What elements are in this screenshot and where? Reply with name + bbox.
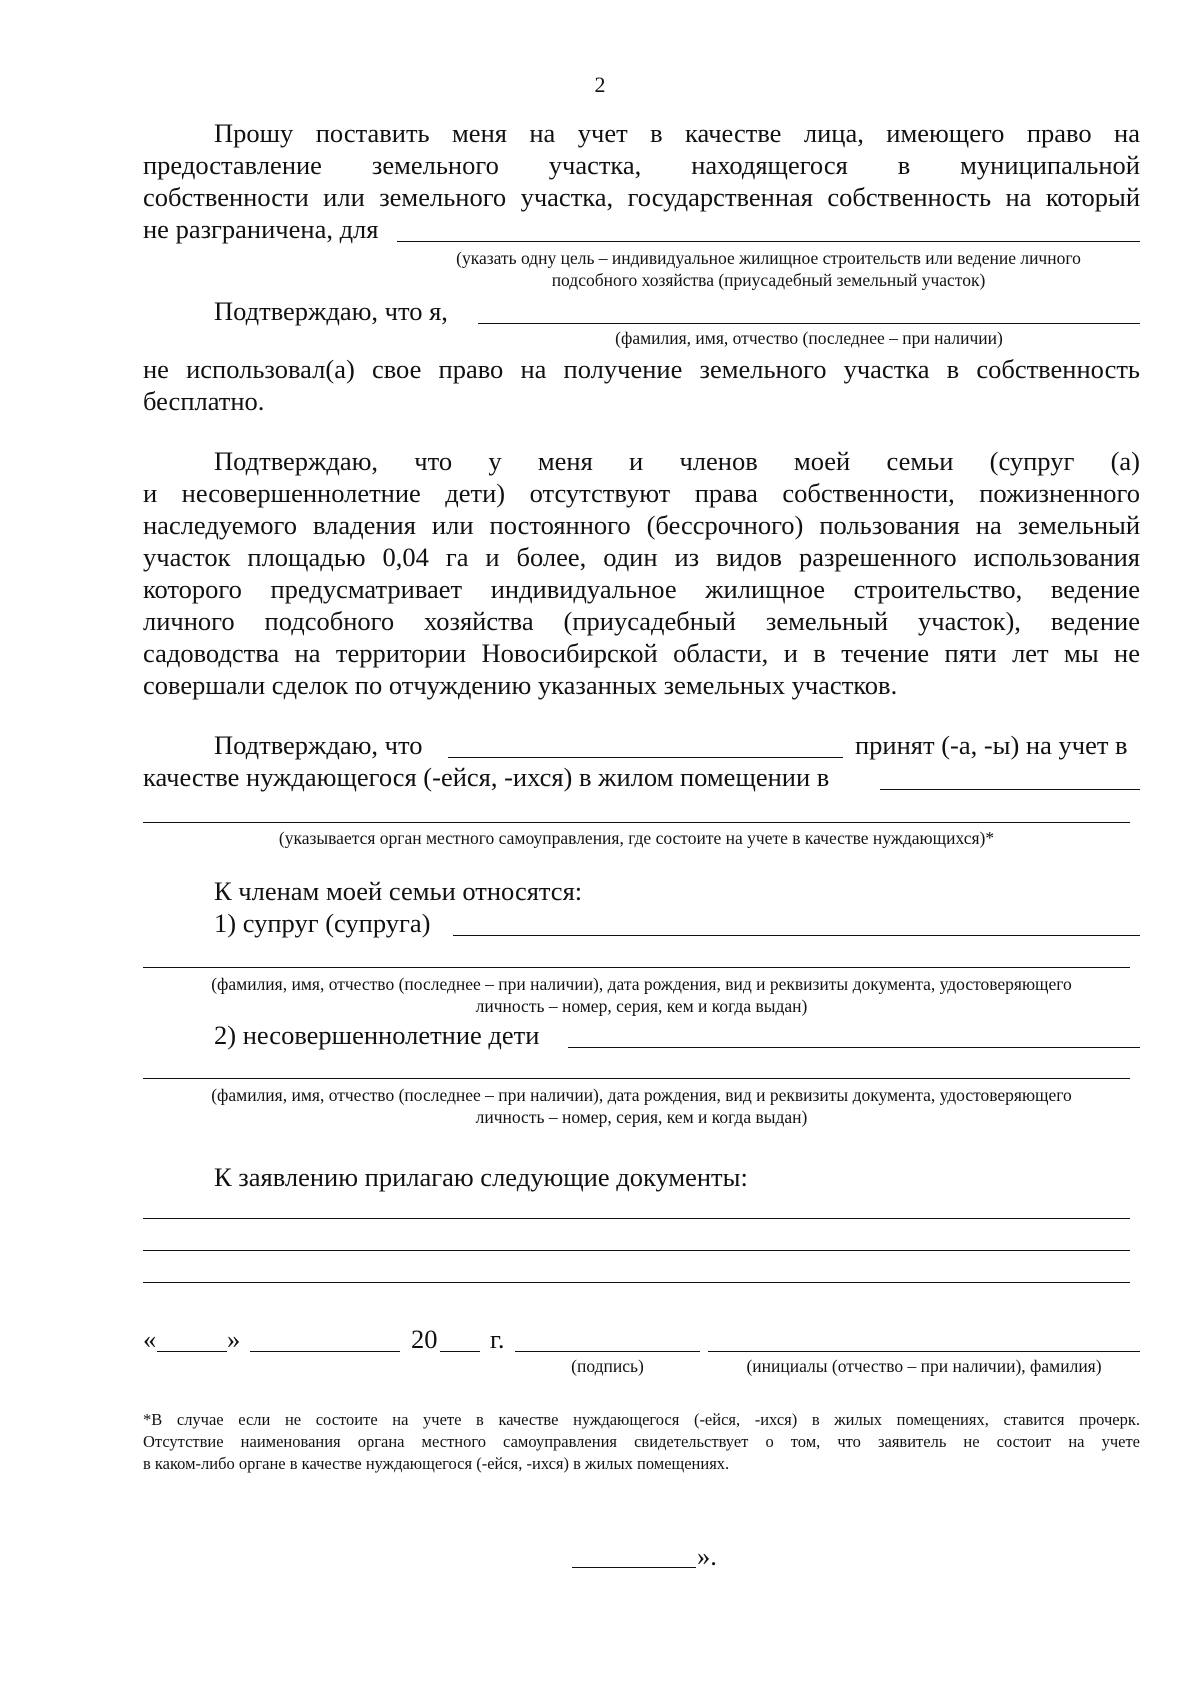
para2-lead: Подтверждаю, что я, xyxy=(214,296,448,326)
initials-field[interactable] xyxy=(708,1351,1140,1352)
authority-field[interactable] xyxy=(880,789,1140,790)
para3-line8: совершали сделок по отчуждению указанных земельных участков. xyxy=(143,670,898,700)
para3-line3: наследуемого владения или постоянного (бессрочного) пользования на земельный xyxy=(143,510,1140,540)
date-quote-open: « xyxy=(143,1324,157,1354)
spouse-hint-line1: (фамилия, имя, отчество (последнее – при наличии), дата рождения, вид и реквизиты документа, удостоверяющего xyxy=(211,974,1072,994)
date-month-field[interactable] xyxy=(250,1351,400,1352)
para3-line4: участок площадью 0,04 га и более, один из видов разрешенного использования xyxy=(143,542,1140,572)
para4-lead: Подтверждаю, что xyxy=(214,730,423,760)
authority-field-continued[interactable] xyxy=(143,822,1130,823)
para4-tail: принят (-а, -ы) на учет в xyxy=(855,730,1128,760)
para2-line3: бесплатно. xyxy=(143,386,265,416)
para3-line7: садоводства на территории Новосибирской области, и в течение пяти лет мы не xyxy=(143,638,1140,668)
para3-line2: и несовершеннолетние дети) отсутствуют права собственности, пожизненного xyxy=(143,478,1140,508)
children-field[interactable] xyxy=(568,1047,1140,1048)
date-year-prefix: 20 xyxy=(411,1324,438,1354)
purpose-hint-line1: (указать одну цель – индивидуальное жилищное строительств или ведение личного xyxy=(456,248,1081,268)
purpose-hint-line2: подсобного хозяйства (приусадебный земельный участок) xyxy=(551,270,986,290)
spouse-field-continued[interactable] xyxy=(143,967,1130,968)
para1-line1: Прошу поставить меня на учет в качестве лица, имеющего право на xyxy=(214,118,1140,148)
para3-line6: личного подсобного хозяйства (приусадебный земельный участок), ведение xyxy=(143,606,1140,636)
fullname-field[interactable] xyxy=(478,323,1140,324)
purpose-field[interactable] xyxy=(397,241,1140,242)
initials-hint: (инициалы (отчество – при наличии), фамилия) xyxy=(746,1356,1102,1376)
para4-line2: качестве нуждающегося (-ейся, -ихся) в жилом помещении в xyxy=(143,762,830,792)
para2-line2: не использовал(а) свое право на получение земельного участка в собственность xyxy=(143,354,1140,384)
date-day-field[interactable] xyxy=(157,1351,227,1352)
children-field-continued[interactable] xyxy=(143,1078,1130,1079)
para1-line2: предоставление земельного участка, находящегося в муниципальной xyxy=(143,150,1140,180)
signature-hint: (подпись) xyxy=(571,1356,644,1376)
attachments-heading: К заявлению прилагаю следующие документы: xyxy=(214,1162,748,1192)
footnote-line3: в каком-либо органе в качестве нуждающегося (-ейся, -ихся) в жилых помещениях. xyxy=(143,1454,730,1473)
attachment-line-3[interactable] xyxy=(143,1282,1130,1283)
spouse-label: 1) супруг (супруга) xyxy=(214,908,431,938)
attachment-line-2[interactable] xyxy=(143,1250,1130,1251)
children-hint-line1: (фамилия, имя, отчество (последнее – при наличии), дата рождения, вид и реквизиты документа, удостоверяющего xyxy=(211,1085,1072,1105)
spouse-field[interactable] xyxy=(453,935,1140,936)
closing-mark: ». xyxy=(697,1541,717,1571)
registered-person-field[interactable] xyxy=(448,757,843,758)
date-quote-close: » xyxy=(227,1324,241,1354)
para3-line5: которого предусматривает индивидуальное жилищное строительство, ведение xyxy=(143,574,1140,604)
fullname-hint: (фамилия, имя, отчество (последнее – при наличии) xyxy=(615,328,1003,348)
attachment-line-1[interactable] xyxy=(143,1218,1130,1219)
footnote-line2: Отсутствие наименования органа местного самоуправления свидетельствует о том, что заявитель не состоит на учете xyxy=(143,1432,1140,1451)
page-number: 2 xyxy=(594,72,606,97)
footnote-line1: *В случае если не состоите на учете в качестве нуждающегося (-ейся, -ихся) в жилых помещениях, ставится прочерк. xyxy=(143,1410,1140,1429)
spouse-hint-line2: личность – номер, серия, кем и когда выдан) xyxy=(475,996,808,1016)
para1-line4: не разграничена, для xyxy=(143,214,379,244)
family-heading: К членам моей семьи относятся: xyxy=(214,876,583,906)
para1-line3: собственности или земельного участка, государственная собственность на который xyxy=(143,182,1140,212)
para3-line1: Подтверждаю, что у меня и членов моей семьи (супруг (а) xyxy=(214,446,1140,476)
date-year-field[interactable] xyxy=(440,1351,480,1352)
children-hint-line2: личность – номер, серия, кем и когда выдан) xyxy=(475,1107,808,1127)
closing-line xyxy=(572,1567,696,1568)
authority-hint: (указывается орган местного самоуправления, где состоите на учете в качестве нуждающихся)* xyxy=(278,828,995,848)
date-year-suffix: г. xyxy=(490,1324,505,1354)
children-label: 2) несовершеннолетние дети xyxy=(214,1020,540,1050)
signature-field[interactable] xyxy=(515,1351,700,1352)
